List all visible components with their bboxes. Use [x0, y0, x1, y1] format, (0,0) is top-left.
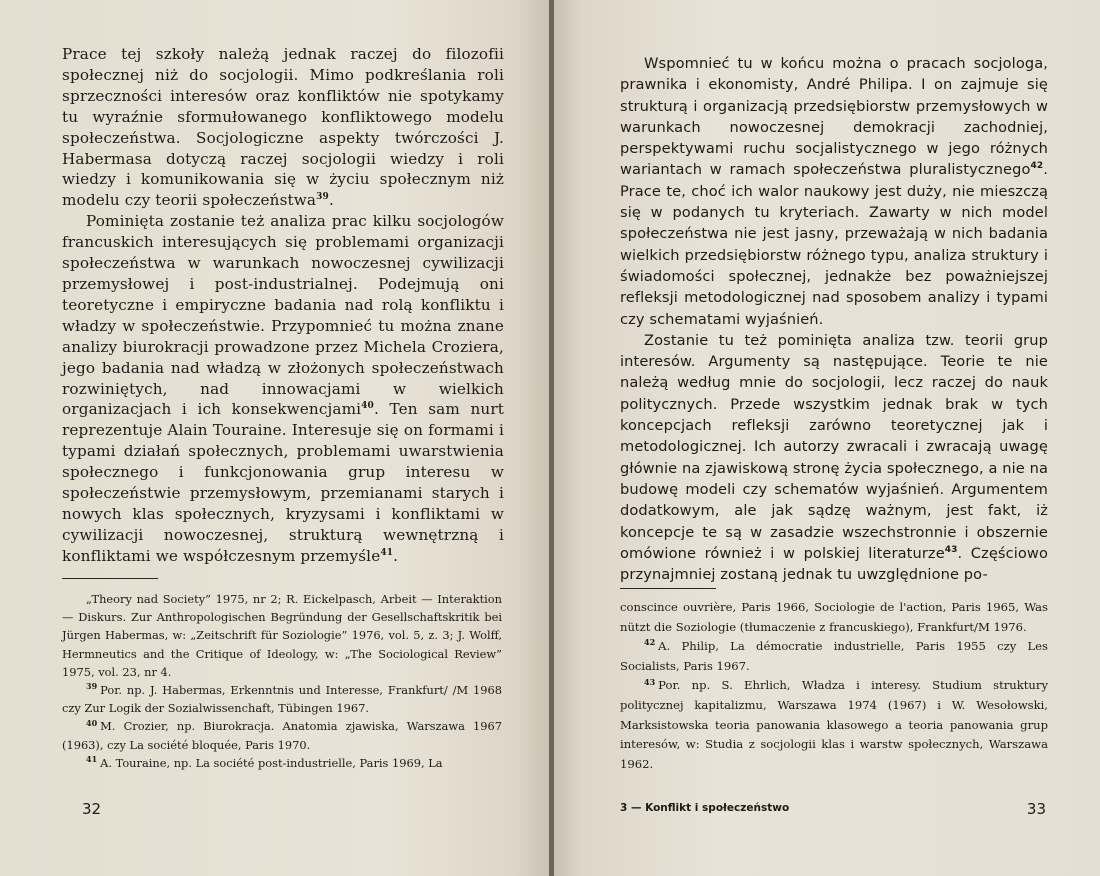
- footnote-number: 42: [644, 637, 656, 648]
- footnote: [620, 676, 1048, 774]
- paragraph-text: Pominięta zostanie też analiza prac kilku socjologów francuskich interesujących się problemami organizacji społeczeństwa w warunkach nowoczesnej cywilizacji przemysłowej i post-industrialnej. Podejmują oni teoretyczne i empiryczne badania nad rolą konfliktu i władzy w społeczeństwie. Przypomnieć tu można znane analizy biurokracji prowadzone przez Michela Croziera, jego badania nad władzą w złożonych społeczeństwach rozwiniętych, nad innowacjami w wielkich organizacjach i ich konsekwencjami: [62, 212, 504, 419]
- printer-signature: 3 — Konflikt i społeczeństwo: [620, 802, 790, 814]
- paragraph-text: .: [328, 191, 334, 210]
- left-body-text: [62, 44, 504, 567]
- paragraph-text: . Ten sam nurt reprezentuje Alain Touraine. Interesuje się on formami i typami działań społecznych, problemami uwarstwienia społecznego i funkcjonowania grup interesu w społeczeństwie przemysłowym, przemianami starych i nowych klas społecznych, kryzysami i konfliktami w cywilizacji nowoczesnej, strukturą wewnętrzną i konfliktami we współczesnym przemyśle: [62, 400, 504, 565]
- footnote-reference: 40: [361, 401, 374, 412]
- paragraph: [62, 211, 504, 566]
- footnote-number: 39: [86, 681, 98, 692]
- footnote-text: A. Philip, La démocratie industrielle, Paris 1955 czy Les Socialists, Paris 1967.: [620, 639, 1048, 673]
- paragraph-text: Zostanie tu też pominięta analiza tzw. teorii grup interesów. Argumenty są następujące. Teorie te nie należą według mnie do socjologii, lecz raczej do nauk politycznych. Przede wszystkim jednak brak w tych koncepcjach refleksji zarówno teoretycznej jak i metodologicznej. Ich autorzy zwracali i zwracają uwagę głównie na zjawiskową stronę życia społecznego, a nie na budowę modeli czy schematów wyjaśnień. Argumentem dodatkowym, ale jak sądzę ważnym, jest fakt, iż koncepcje te są w zasadzie wszechstronnie i obszernie omówione również i w polskiej literaturze: [620, 331, 1049, 562]
- paragraph-text: Prace tej szkoły należą jednak raczej do filozofii społecznej niż do socjologii. Mimo podkreślania roli sprzeczności interesów oraz konfliktów nie spotykamy tu wyraźnie sformułowanego konfliktowego modelu społeczeństwa. Socjologiczne aspekty twórczości J. Habermasa dotyczą raczej socjologii wiedzy i roli wiedzy i komunikowania się w życiu społecznym niż modelu czy teorii społeczeństwa: [62, 45, 504, 210]
- footnote-text: Por. np. S. Ehrlich, Władza i interesy. Studium struktury politycznej kapitalizmu, Warszawa 1974 (1967) i W. Wesołowski, Marksistowska teoria panowania klasowego a teoria panowania grup interesów, w: Studia z socjologii klas i warstw społecznych, Warszawa 1962.: [620, 678, 1048, 771]
- footnote-reference: 41: [380, 547, 394, 558]
- footnote: [62, 754, 502, 772]
- paragraph-text: .: [393, 546, 399, 565]
- footnote: [62, 681, 502, 717]
- footnote: [62, 590, 502, 681]
- footnote-reference: 39: [316, 192, 329, 203]
- paragraph: [62, 44, 504, 211]
- footnote-reference: 43: [944, 544, 958, 555]
- footnote-text: conscince ouvrière, Paris 1966, Sociologie de l'action, Paris 1965, Was nützt die Soziologie (tłumaczenie z francuskiego), Frankfurt/M 1976.: [620, 600, 1048, 634]
- footnote-reference: 42: [1030, 161, 1044, 172]
- paragraph: [620, 53, 1048, 330]
- right-footnotes: [620, 598, 1048, 774]
- page-number: 32: [82, 800, 102, 818]
- footnote: [620, 637, 1048, 676]
- paragraph-text: . Prace te, choć ich walor naukowy jest duży, nie mieszczą się w podanych tu kryteriach. Zawarty w nich model społeczeństwa nie jest jasny, przeważają w nich badania wielkich przedsiębiorstw różnego typu, analiza struktury i świadomości społecznej, jednakże bez poważniejszej refleksji metodologicznej nad sposobem analizy i typami czy schematami wyjaśnień.: [620, 161, 1048, 328]
- footnote-text: A. Touraine, np. La société post-industrielle, Paris 1969, La: [100, 755, 443, 770]
- footnote-number: 43: [644, 676, 656, 687]
- right-page: [554, 0, 1100, 876]
- footnote-separator: [62, 578, 158, 579]
- paragraph-text: Wspomnieć tu w końcu można o pracach socjologa, prawnika i ekonomisty, André Philipa. I on zajmuje się strukturą i organizacją przedsiębiorstw przemysłowych w warunkach nowoczesnej demokracji zachodniej, perspektywami ruchu socjalistycznego w jego różnych wariantach w ramach społeczeństwa pluralistycznego: [620, 55, 1048, 179]
- footnote-text: M. Crozier, np. Biurokracja. Anatomia zjawiska, Warszawa 1967 (1963), czy La société bloquée, Paris 1970.: [62, 719, 502, 752]
- footnote: [62, 717, 502, 753]
- left-footnotes: [62, 590, 502, 772]
- footnote-text: „Theory nad Society” 1975, nr 2; R. Eickelpasch, Arbeit — Interaktion — Diskurs. Zur Anthropologischen Begründung der Gesellschaftskritik bei Jürgen Habermas, w: „Zeitschrift für Soziologie” 1976, vol. 5, z. 3; J. Wolff, Hermneutics and the Critique of Ideology, w: „The Sociological Review” 1975, vol. 23, nr 4.: [62, 592, 502, 679]
- footnote-number: 40: [86, 717, 98, 728]
- page-number: 33: [1026, 800, 1046, 818]
- footnote-text: Por. np. J. Habermas, Erkenntnis und Interesse, Frankfurt/ /M 1968 czy Zur Logik der Sozialwissenchaft, Tübingen 1967.: [62, 683, 502, 716]
- footnote-separator: [620, 588, 716, 589]
- right-body-text: [620, 53, 1048, 585]
- footnote-number: 41: [86, 754, 98, 765]
- paragraph: [620, 330, 1048, 586]
- paragraph-text: . Częściowo przynajmniej zostaną jednak tu uwzględnione po-: [620, 544, 1049, 584]
- footnote: [620, 598, 1048, 637]
